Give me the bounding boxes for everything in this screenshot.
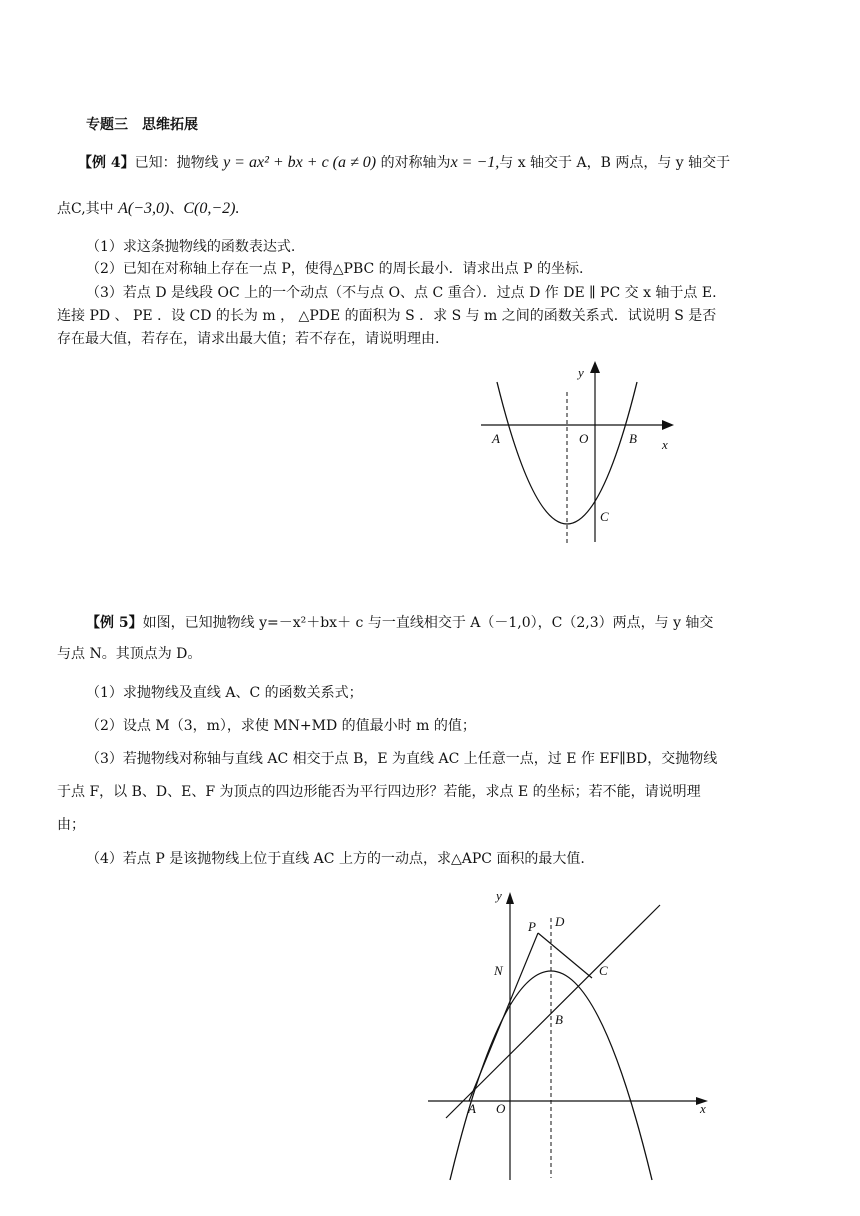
ex4-intro-c: 与 x 轴交于 A，B 两点，与 y 轴交于	[499, 155, 731, 171]
ex4-question-2: （2）已知在对称轴上存在一点 P，使得△PBC 的周长最小．请求出点 P 的坐标.	[86, 261, 584, 277]
ex5-y-axis-arrow	[506, 892, 514, 904]
section-title: 专题三 思维拓展	[86, 117, 198, 133]
ex5-segment-ap	[469, 933, 538, 1101]
ex5-intro: 如图，已知抛物线 y=－x²＋bx＋ c 与一直线相交于 A（－1,0），C（2,3）两点，与 y 轴交	[142, 615, 714, 631]
ex4-question-3-line-2: 连接 PD 、 PE ．设 CD 的长为 m ， △PDE 的面积为 S ．求 S 与 m 之间的函数关系式．试说明 S 是否	[57, 308, 717, 324]
ex5-intro-line-2: 与点 N。其顶点为 D。	[57, 646, 202, 662]
ex4-axis-equation: x = −1,	[450, 154, 500, 171]
ex5-label-y: y	[496, 888, 502, 903]
ex5-label-c: C	[599, 963, 608, 978]
ex4-line2-a: 点C,其中	[57, 201, 114, 217]
ex4-label-o: O	[579, 431, 589, 446]
ex4-label-b: B	[629, 431, 637, 446]
ex5-question-1: （1）求抛物线及直线 A、C 的函数关系式；	[86, 685, 363, 701]
ex4-intro-b: 的对称轴为	[380, 155, 451, 171]
ex4-question-3-line-3: 存在最大值，若存在，请求出最大值；若不存在，请说明理由.	[57, 331, 440, 347]
ex5-label-n: N	[494, 963, 503, 978]
ex5-question-3-line-2: 于点 F，以 B、D、E、F 为顶点的四边形能否为平行四边形？若能，求点 E 的坐标；若不能，请说明理	[57, 784, 701, 800]
ex4-separator: 、	[169, 201, 184, 217]
ex5-label-o: O	[496, 1101, 506, 1116]
ex5-question-3-line-1: （3）若抛物线对称轴与直线 AC 相交于点 B，E 为直线 AC 上任意一点，过 E 作 EF∥BD，交抛物线	[86, 751, 718, 767]
ex4-point-c: C(0,−2).	[183, 200, 240, 217]
ex4-parabola-equation: y = ax² + bx + c (a ≠ 0)	[223, 154, 377, 171]
ex4-intro-a: 已知：抛物线	[134, 155, 219, 171]
ex5-question-3-line-3: 由；	[57, 817, 85, 833]
ex5-question-2: （2）设点 M（3，m），求使 MN+MD 的值最小时 m 的值；	[86, 718, 476, 734]
example-5-tag: 【例 5】	[86, 615, 143, 631]
ex5-label-p: P	[528, 919, 536, 934]
ex4-question-3-line-1: （3）若点 D 是线段 OC 上的一个动点（不与点 O、点 C 重合）．过点 D 作 DE ∥ PC 交 x 轴于点 E.	[86, 285, 717, 301]
ex4-label-a: A	[492, 431, 500, 446]
ex4-point-a: A(−3,0)	[118, 200, 170, 217]
ex5-question-4: （4）若点 P 是该抛物线上位于直线 AC 上方的一动点，求△APC 面积的最大值.	[86, 851, 585, 867]
ex4-label-c: C	[600, 509, 609, 524]
ex4-question-1: （1）求这条抛物线的函数表达式.	[86, 239, 296, 255]
example-4-tag: 【例 4】	[78, 155, 135, 171]
ex4-label-y: y	[578, 365, 584, 380]
ex5-line-ac	[446, 905, 660, 1118]
ex5-label-x: x	[700, 1101, 706, 1116]
ex5-label-d: D	[555, 914, 565, 929]
ex5-label-a: A	[468, 1101, 476, 1116]
ex4-label-x: x	[662, 437, 668, 452]
ex5-label-b: B	[555, 1012, 563, 1027]
